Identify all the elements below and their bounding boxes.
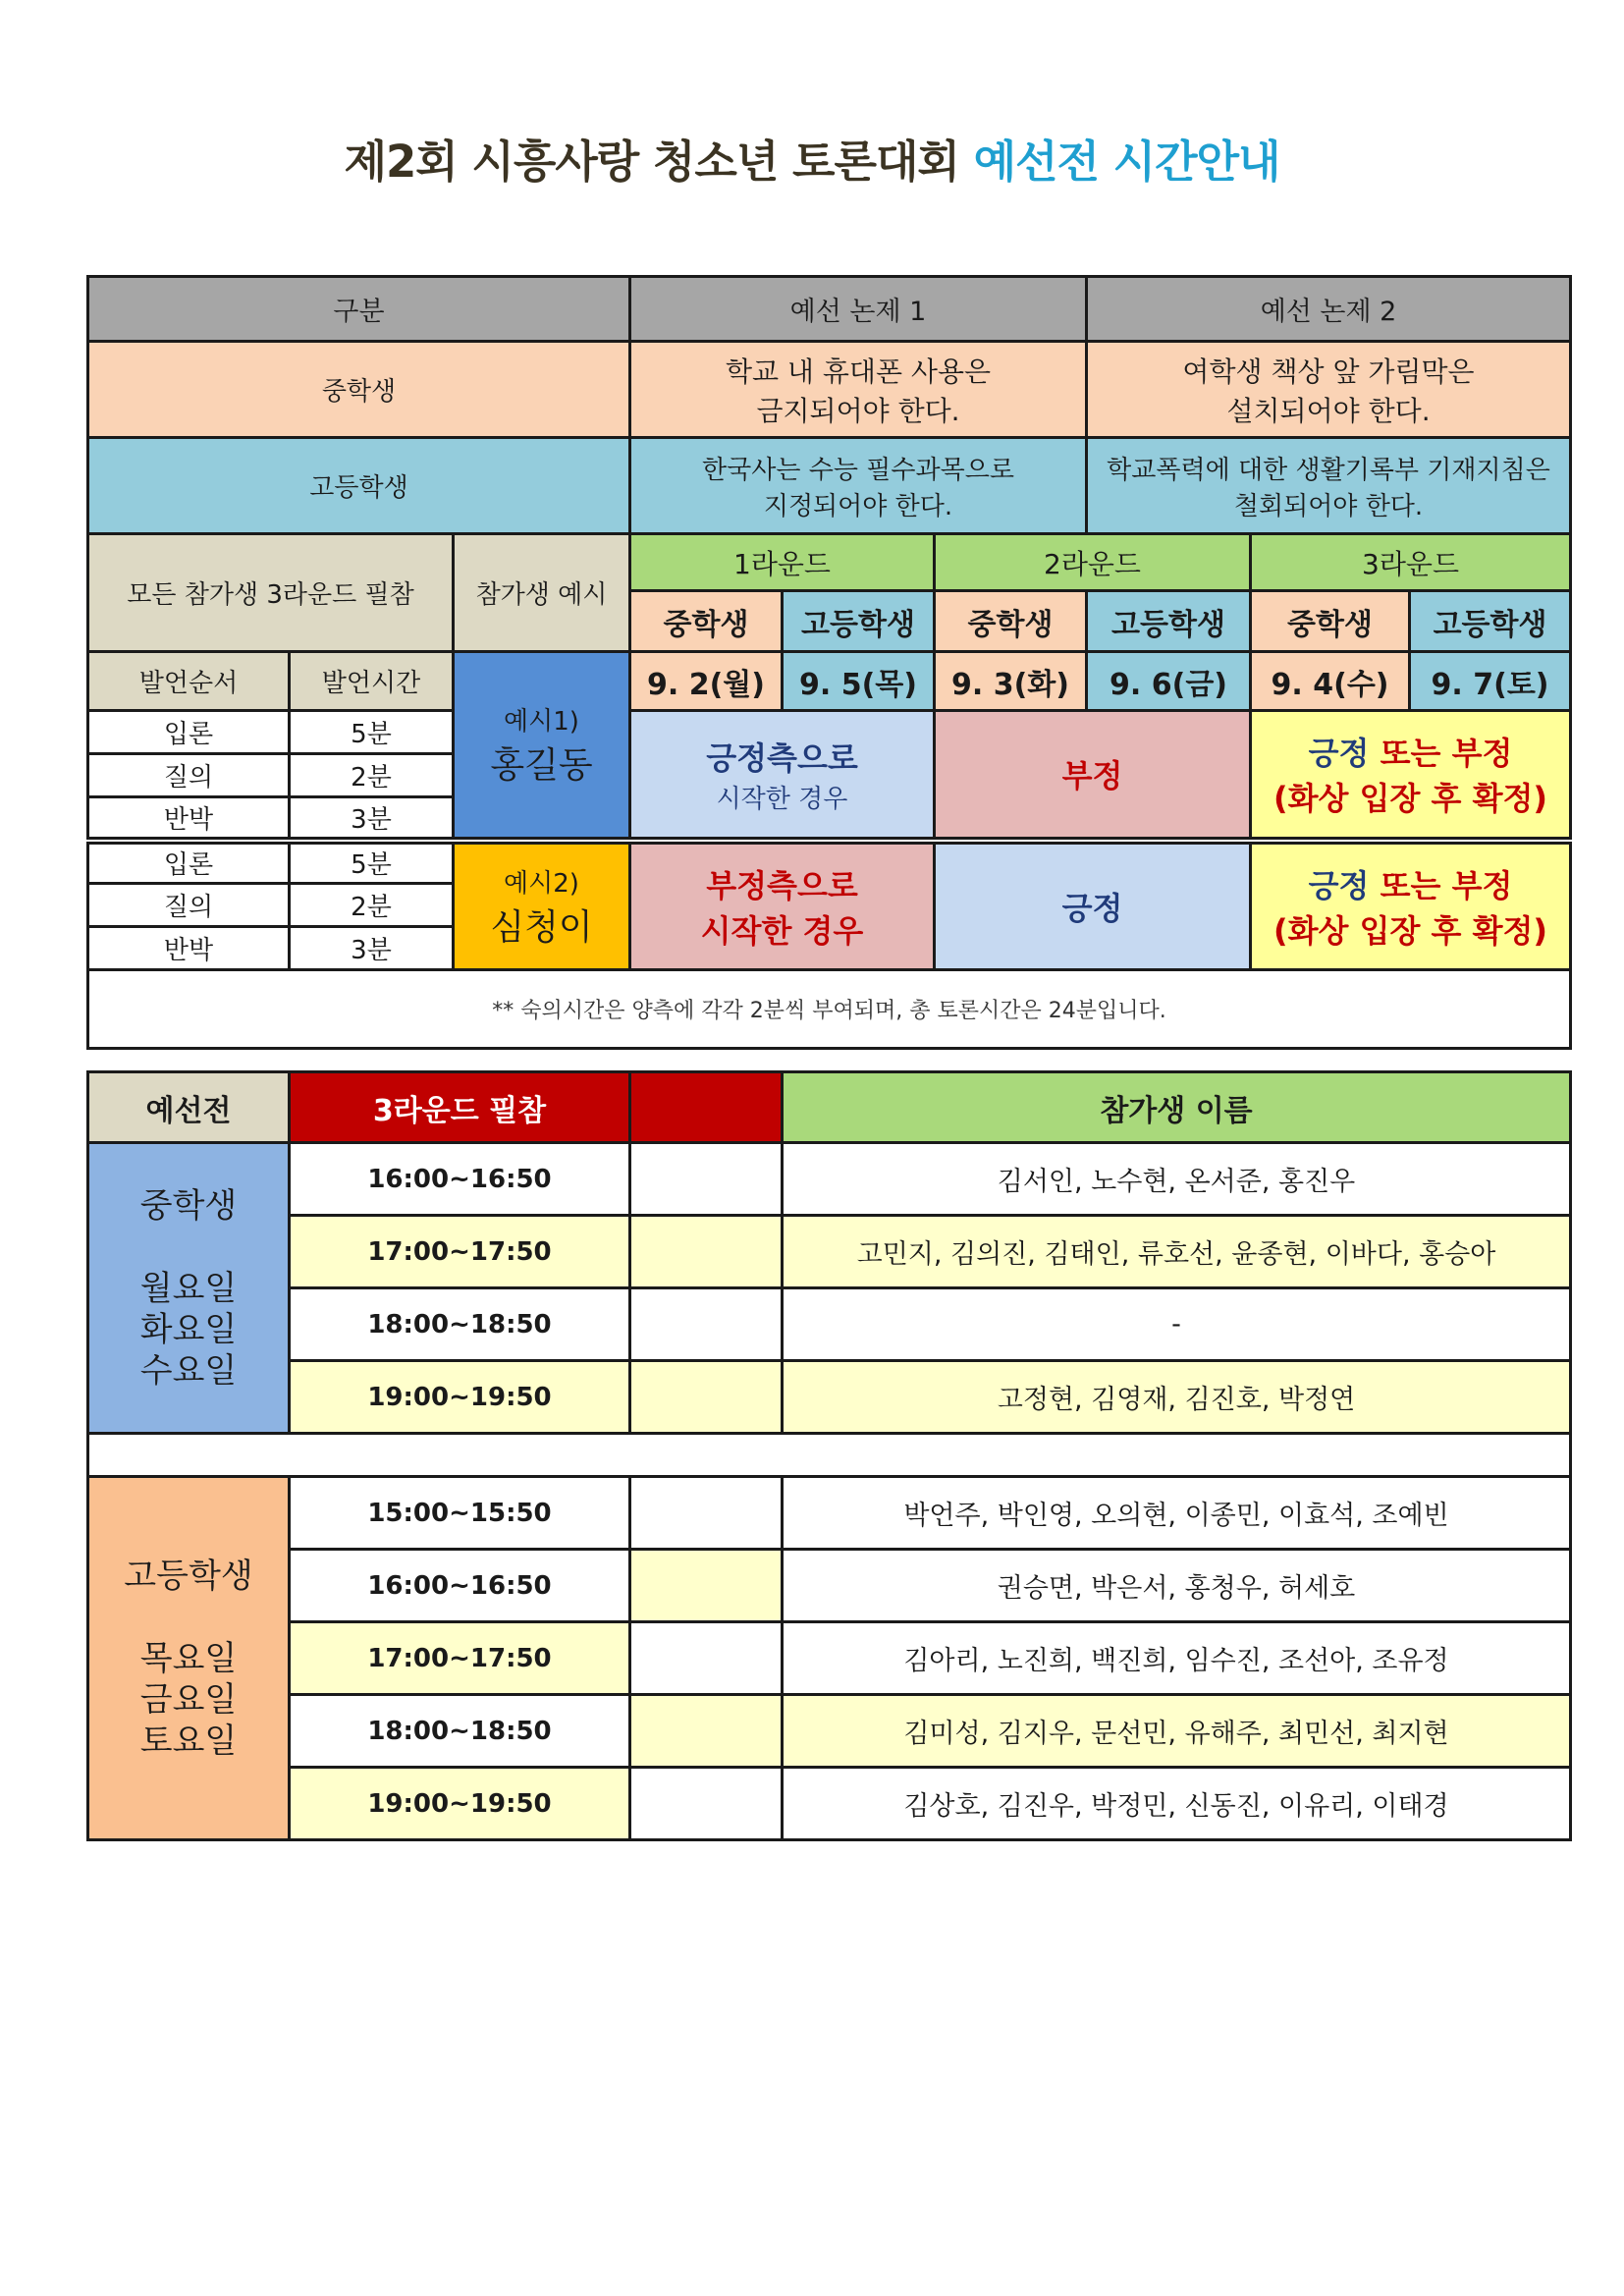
schedule-header-names: 참가생 이름	[783, 1072, 1571, 1143]
high-slot-time: 19:00~19:50	[290, 1768, 630, 1840]
example-2-r3-negative: 부정	[1451, 866, 1513, 904]
example-2-r3-line2: (화상 입장 후 확정)	[1272, 911, 1548, 950]
middle-slot-names: 고민지, 김의진, 김태인, 류호선, 윤종현, 이바다, 홍승아	[783, 1216, 1571, 1288]
deliberation-note: ** 숙의시간은 양측에 각각 2분씩 부여되며, 총 토론시간은 24분입니다.	[88, 970, 1571, 1049]
example-1-r3-positive: 긍정	[1308, 735, 1370, 773]
middle-day: 화요일	[139, 1309, 238, 1349]
high-topic-2-line2: 철회되어야 한다.	[1233, 491, 1424, 521]
middle-slot-names: 김서인, 노수현, 온서준, 홍진우	[783, 1143, 1571, 1216]
example-2-r1-main: 부정측으로	[706, 866, 858, 904]
example-2-name: 심청이	[490, 906, 593, 948]
example-2-r3-or: 또는	[1369, 866, 1452, 904]
high-slot-names: 박언주, 박인영, 오의현, 이종민, 이효석, 조예빈	[783, 1477, 1571, 1550]
example-2-round-3	[1251, 841, 1571, 970]
topics-rounds-table	[86, 275, 1572, 1050]
high-slot-time: 16:00~16:50	[290, 1550, 630, 1622]
example-2-round-1	[630, 841, 935, 970]
title-accent: 예선전 시간안내	[973, 136, 1280, 188]
r3-group-middle: 중학생	[1251, 591, 1410, 652]
example-1-name: 홍길동	[490, 745, 593, 787]
r1-group-middle: 중학생	[630, 591, 783, 652]
example-2-r3-positive: 긍정	[1308, 866, 1370, 904]
high-schedule-label: 고등학생	[124, 1556, 253, 1596]
middle-topic-2-line1: 여학생 책상 앞 가림막은	[1182, 355, 1475, 388]
r2-group-middle: 중학생	[935, 591, 1087, 652]
middle-slot-names: 고정현, 김영재, 김진호, 박정연	[783, 1361, 1571, 1434]
example-1-r1-main: 긍정측으로	[706, 738, 858, 777]
middle-slot-blank	[630, 1288, 783, 1361]
middle-slot-time: 18:00~18:50	[290, 1288, 630, 1361]
example-1-r3-line2: (화상 입장 후 확정)	[1272, 780, 1548, 818]
high-slot-blank	[630, 1695, 783, 1768]
high-slot-names: 권승면, 박은서, 홍청우, 허세호	[783, 1550, 1571, 1622]
middle-day: 월요일	[139, 1268, 238, 1308]
high-slot-time: 15:00~15:50	[290, 1477, 630, 1550]
middle-school-label: 중학생	[88, 342, 630, 438]
high-topic-1-line2: 지정되어야 한다.	[763, 491, 953, 521]
speech-time: 5분	[290, 841, 454, 884]
example-2-cell	[454, 841, 630, 970]
middle-schedule-group	[88, 1143, 290, 1434]
high-slot-blank	[630, 1768, 783, 1840]
middle-schedule-label: 중학생	[139, 1185, 238, 1226]
schedule-gap	[88, 1434, 1571, 1477]
high-day: 토요일	[139, 1721, 238, 1761]
example-1-round-2: 부정	[935, 711, 1251, 841]
middle-slot-time: 17:00~17:50	[290, 1216, 630, 1288]
example-1-r1-sub: 시작한 경우	[716, 784, 848, 814]
high-schedule-group	[88, 1477, 290, 1840]
high-schedule-spacer	[89, 1597, 288, 1638]
date-r3-middle: 9. 4(수)	[1251, 652, 1410, 711]
round-1-header: 1라운드	[630, 534, 935, 591]
r3-group-high: 고등학생	[1410, 591, 1571, 652]
high-day: 금요일	[139, 1679, 238, 1720]
date-r1-middle: 9. 2(월)	[630, 652, 783, 711]
speech-time: 2분	[290, 884, 454, 927]
r2-group-high: 고등학생	[1087, 591, 1251, 652]
page-title	[0, 126, 1624, 190]
high-topic-1-line1: 한국사는 수능 필수과목으로	[702, 455, 1014, 485]
middle-day: 수요일	[139, 1350, 238, 1391]
example-1-tag: 예시1)	[504, 707, 579, 738]
speech-time: 5분	[290, 711, 454, 754]
date-r2-middle: 9. 3(화)	[935, 652, 1087, 711]
high-slot-blank	[630, 1622, 783, 1695]
date-r2-high: 9. 6(금)	[1087, 652, 1251, 711]
example-2-round-2: 긍정	[935, 841, 1251, 970]
example-1-r3-or: 또는	[1369, 735, 1452, 773]
middle-topic-1-line1: 학교 내 휴대폰 사용은	[725, 355, 992, 388]
schedule-header-blank	[630, 1072, 783, 1143]
middle-topic-1	[630, 342, 1087, 438]
example-1-cell	[454, 652, 630, 841]
middle-slot-time: 16:00~16:50	[290, 1143, 630, 1216]
all-rounds-label: 모든 참가생 3라운드 필참	[88, 534, 454, 652]
speech-time: 3분	[290, 927, 454, 970]
high-slot-names: 김아리, 노진희, 백진희, 임수진, 조선아, 조유정	[783, 1622, 1571, 1695]
speech-type: 질의	[88, 884, 290, 927]
middle-slot-blank	[630, 1361, 783, 1434]
example-1-r3-negative: 부정	[1451, 735, 1513, 773]
schedule-table	[86, 1070, 1572, 1841]
high-slot-names: 김미성, 김지우, 문선민, 유해주, 최민선, 최지현	[783, 1695, 1571, 1768]
speech-time: 3분	[290, 797, 454, 841]
schedule-header-rounds: 3라운드 필참	[290, 1072, 630, 1143]
round-3-header: 3라운드	[1251, 534, 1571, 591]
high-topic-2	[1087, 438, 1571, 534]
middle-slot-names: -	[783, 1288, 1571, 1361]
speech-type: 반박	[88, 797, 290, 841]
schedule-header-preliminary: 예선전	[88, 1072, 290, 1143]
middle-topic-2-line2: 설치되어야 한다.	[1226, 394, 1431, 427]
speech-type: 반박	[88, 927, 290, 970]
high-slot-blank	[630, 1550, 783, 1622]
high-slot-time: 18:00~18:50	[290, 1695, 630, 1768]
example-2-tag: 예시2)	[504, 868, 579, 899]
round-2-header: 2라운드	[935, 534, 1251, 591]
high-topic-2-line1: 학교폭력에 대한 생활기록부 기재지침은	[1107, 455, 1550, 485]
high-slot-names: 김상호, 김진우, 박정민, 신동진, 이유리, 이태경	[783, 1768, 1571, 1840]
speech-order-label: 발언순서	[88, 652, 290, 711]
example-label: 참가생 예시	[454, 534, 630, 652]
example-2-r1-sub: 시작한 경우	[700, 911, 864, 950]
title-main: 제2회 시흥사랑 청소년 토론대회	[344, 136, 974, 188]
header-topic-1: 예선 논제 1	[630, 277, 1087, 342]
speech-time-label: 발언시간	[290, 652, 454, 711]
high-slot-time: 17:00~17:50	[290, 1622, 630, 1695]
header-topic-2: 예선 논제 2	[1087, 277, 1571, 342]
header-category: 구분	[88, 277, 630, 342]
date-r1-high: 9. 5(목)	[783, 652, 935, 711]
example-2-r3-line1	[1252, 861, 1569, 906]
middle-slot-time: 19:00~19:50	[290, 1361, 630, 1434]
example-1-round-3	[1251, 711, 1571, 841]
middle-slot-blank	[630, 1143, 783, 1216]
speech-type: 입론	[88, 711, 290, 754]
high-topic-1	[630, 438, 1087, 534]
middle-topic-2	[1087, 342, 1571, 438]
example-1-round-1	[630, 711, 935, 841]
high-slot-blank	[630, 1477, 783, 1550]
high-day: 목요일	[139, 1638, 238, 1678]
middle-slot-blank	[630, 1216, 783, 1288]
middle-topic-1-line2: 금지되어야 한다.	[756, 394, 960, 427]
speech-type: 질의	[88, 754, 290, 797]
middle-schedule-spacer	[89, 1227, 288, 1268]
date-r3-high: 9. 7(토)	[1410, 652, 1571, 711]
speech-time: 2분	[290, 754, 454, 797]
high-school-label: 고등학생	[88, 438, 630, 534]
speech-type: 입론	[88, 841, 290, 884]
example-1-r3-line1	[1252, 729, 1569, 774]
r1-group-high: 고등학생	[783, 591, 935, 652]
